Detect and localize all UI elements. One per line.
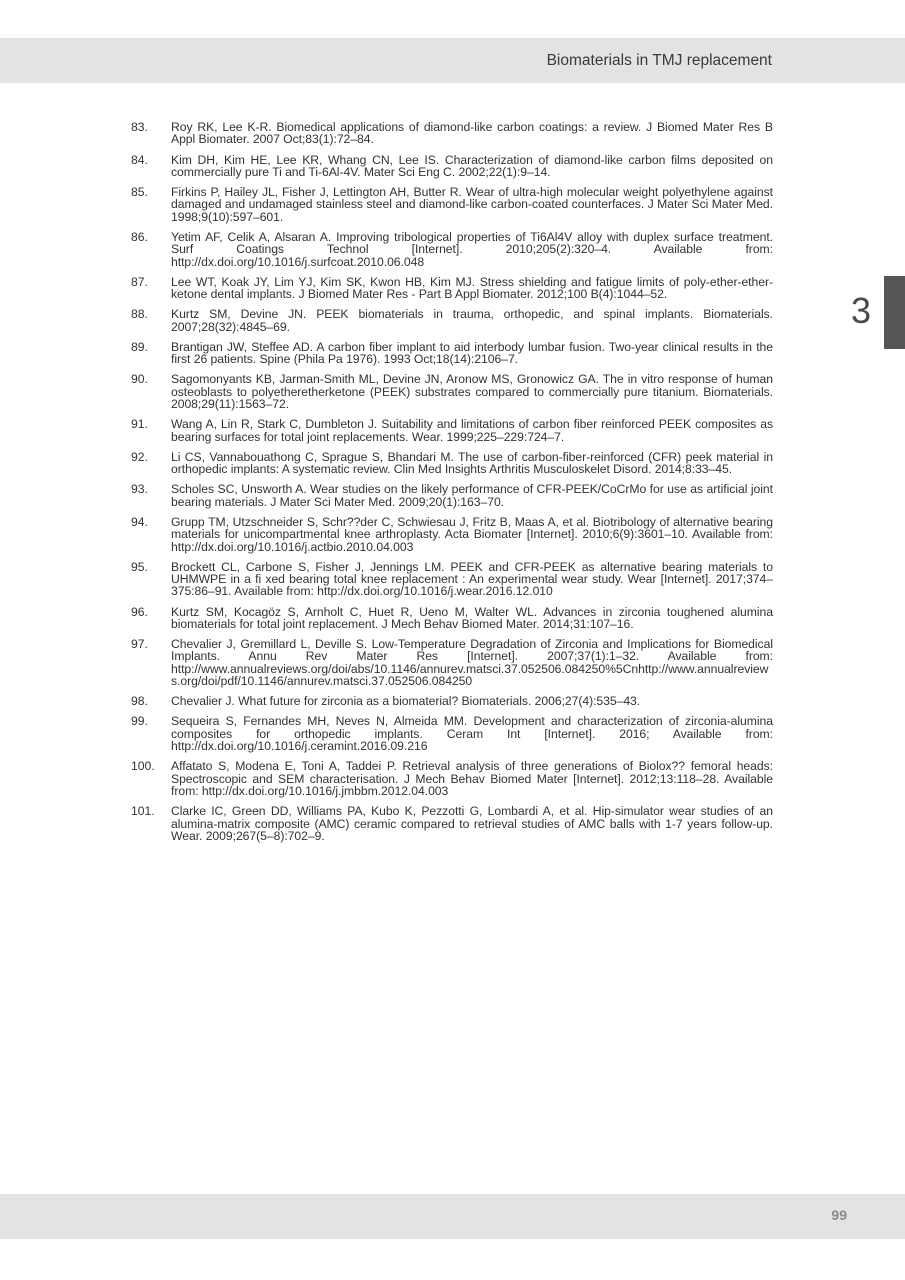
reference-item (131, 186, 773, 223)
reference-number: 90. (131, 372, 148, 387)
reference-text: Brockett CL, Carbone S, Fisher J, Jennings LM. PEEK and CFR-PEEK as alternative bearing materials to UHMWPE in a fi xed bearing total knee replacement : An experimental wear study. Wear [Internet]. 2017;374–375:86–91. Available from: http://dx.doi.org/10.1016/j.wear.2016.12.010 (171, 559, 773, 599)
reference-text: Sequeira S, Fernandes MH, Neves N, Almeida MM. Development and characterization of zirconia-alumina composites for orthopedic implants. Ceram Int [Internet]. 2016; Available from: http://dx.doi.org/10.1016/j.ceramint.2016.09.216 (171, 714, 773, 754)
reference-item (131, 154, 773, 179)
reference-number: 83. (131, 120, 148, 134)
reference-text: Affatato S, Modena E, Toni A, Taddei P. Retrieval analysis of three generations of Biolox?? femoral heads: Spectroscopic and SEM characterisation. J Mech Behav Biomed Mater [Internet]. 2012;13:118–28. Available from: http://dx.doi.org/10.1016/j.jmbbm.2012.04.003 (171, 759, 773, 799)
reference-number: 92. (131, 449, 148, 464)
reference-text: Chevalier J, Gremillard L, Deville S. Low-Temperature Degradation of Zirconia and Implications for Biomedical Implants. Annu Rev Mater Res [Internet]. 2007;37(1):1–32. Available from: http://www.annualreviews.org/doi/abs/10.1146/annurev.matsci.37.052506.084250%5Cnhttp://www.annualreviews.org/doi/pdf/10.1146/annurev.matsci.37.052506.084250 (171, 637, 773, 689)
reference-number: 93. (131, 482, 148, 497)
reference-item (131, 121, 773, 146)
reference-text: Roy RK, Lee K-R. Biomedical applications of diamond-like carbon coatings: a review. J Biomed Mater Res B Appl Biomater. 2007 Oct;83(1):72–84. (171, 120, 773, 147)
reference-number: 97. (131, 637, 148, 652)
reference-text: Kurtz SM, Devine JN. PEEK biomaterials in trauma, orthopedic, and spinal implants. Biomaterials. 2007;28(32):4845–69. (171, 307, 773, 334)
page-footer (0, 1194, 905, 1239)
page-number: 99 (831, 1207, 847, 1223)
reference-text: Grupp TM, Utzschneider S, Schr??der C, Schwiesau J, Fritz B, Maas A, et al. Biotribology of alternative bearing materials for unicompartmental knee arthroplasty. Acta Biomater [Internet]. 2010;6(9):3601–10. Available from: http://dx.doi.org/10.1016/j.actbio.2010.04.003 (171, 514, 773, 554)
reference-number: 95. (131, 559, 148, 574)
reference-item (131, 231, 773, 268)
reference-item (131, 638, 773, 688)
reference-item (131, 483, 773, 508)
reference-text: Wang A, Lin R, Stark C, Dumbleton J. Suitability and limitations of carbon fiber reinforced PEEK composites as bearing surfaces for total joint replacements. Wear. 1999;225–229:724–7. (171, 417, 773, 444)
reference-number: 89. (131, 339, 148, 354)
chapter-number: 3 (851, 290, 872, 331)
reference-number: 99. (131, 714, 148, 729)
reference-number: 100. (131, 759, 155, 774)
reference-item (131, 561, 773, 598)
reference-item (131, 308, 773, 333)
reference-number: 88. (131, 307, 148, 322)
reference-text: Kurtz SM, Kocagöz S, Arnholt C, Huet R, Ueno M, Walter WL. Advances in zirconia toughened alumina biomaterials for total joint replacement. J Mech Behav Biomed Mater. 2014;31:107–16. (171, 604, 773, 631)
reference-text: Kim DH, Kim HE, Lee KR, Whang CN, Lee IS. Characterization of diamond-like carbon films deposited on commercially pure Ti and Ti-6Al-4V. Mater Sci Eng C. 2002;22(1):9–14. (171, 152, 773, 179)
reference-item (131, 451, 773, 476)
reference-text: Li CS, Vannabouathong C, Sprague S, Bhandari M. The use of carbon-fiber-reinforced (CFR) peek material in orthopedic implants: A systematic review. Clin Med Insights Arthritis Musculoskelet Disord. 2014;8:33–45. (171, 449, 773, 477)
reference-item (131, 760, 773, 797)
reference-number: 101. (131, 804, 155, 819)
reference-number: 87. (131, 274, 148, 289)
running-header (0, 38, 905, 83)
reference-text: Clarke IC, Green DD, Williams PA, Kubo K, Pezzotti G, Lombardi A, et al. Hip-simulator wear studies of an alumina-matrix composite (AMC) ceramic compared to retrieval studies of AMC balls with 1-7 years follow-up. Wear. 2009;267(5–8):702–9. (171, 804, 773, 844)
reference-item (131, 695, 773, 707)
reference-item (131, 715, 773, 752)
reference-text: Scholes SC, Unsworth A. Wear studies on the likely performance of CFR-PEEK/CoCrMo for use as artificial joint bearing materials. J Mater Sci Mater Med. 2009;20(1):163–70. (171, 482, 773, 509)
reference-item (131, 341, 773, 366)
reference-item (131, 516, 773, 553)
reference-text: Brantigan JW, Steffee AD. A carbon fiber implant to aid interbody lumbar fusion. Two-year clinical results in the first 26 patients. Spine (Phila Pa 1976). 1993 Oct;18(14):2106–7. (171, 339, 773, 367)
reference-number: 98. (131, 694, 148, 709)
reference-text: Lee WT, Koak JY, Lim YJ, Kim SK, Kwon HB, Kim MJ. Stress shielding and fatigue limits of poly-ether-ether-ketone dental implants. J Biomed Mater Res - Part B Appl Biomater. 2012;100 B(4):1044–52. (171, 274, 773, 302)
reference-item (131, 606, 773, 631)
reference-item (131, 805, 773, 842)
reference-text: Firkins P, Hailey JL, Fisher J, Lettington AH, Butter R. Wear of ultra-high molecular weight polyethylene against damaged and undamaged stainless steel and diamond-like carbon-coated counterfaces. J Mater Sci Mater Med. 1998;9(10):597–601. (171, 185, 773, 224)
reference-number: 84. (131, 152, 148, 167)
reference-list (131, 121, 773, 850)
reference-number: 86. (131, 229, 148, 244)
reference-item (131, 418, 773, 443)
reference-number: 94. (131, 514, 148, 529)
reference-number: 85. (131, 185, 148, 199)
reference-text: Sagomonyants KB, Jarman-Smith ML, Devine JN, Aronow MS, Gronowicz GA. The in vitro response of human osteoblasts to polyetheretherketone (PEEK) substrates compared to commercially pure titanium. Biomaterials. 2008;29(11):1563–72. (171, 372, 773, 412)
reference-item (131, 373, 773, 410)
reference-text: Chevalier J. What future for zirconia as a biomaterial? Biomaterials. 2006;27(4):535–43. (171, 694, 641, 709)
chapter-tab-marker (884, 276, 905, 349)
reference-item (131, 276, 773, 301)
running-title: Biomaterials in TMJ replacement (546, 52, 772, 69)
reference-text: Yetim AF, Celik A, Alsaran A. Improving tribological properties of Ti6Al4V alloy with duplex surface treatment. Surf Coatings Technol [Internet]. 2010;205(2):320–4. Available from: http://dx.doi.org/10.1016/j.surfcoat.2010.06.048 (171, 229, 773, 269)
reference-number: 91. (131, 417, 148, 432)
reference-number: 96. (131, 604, 148, 619)
